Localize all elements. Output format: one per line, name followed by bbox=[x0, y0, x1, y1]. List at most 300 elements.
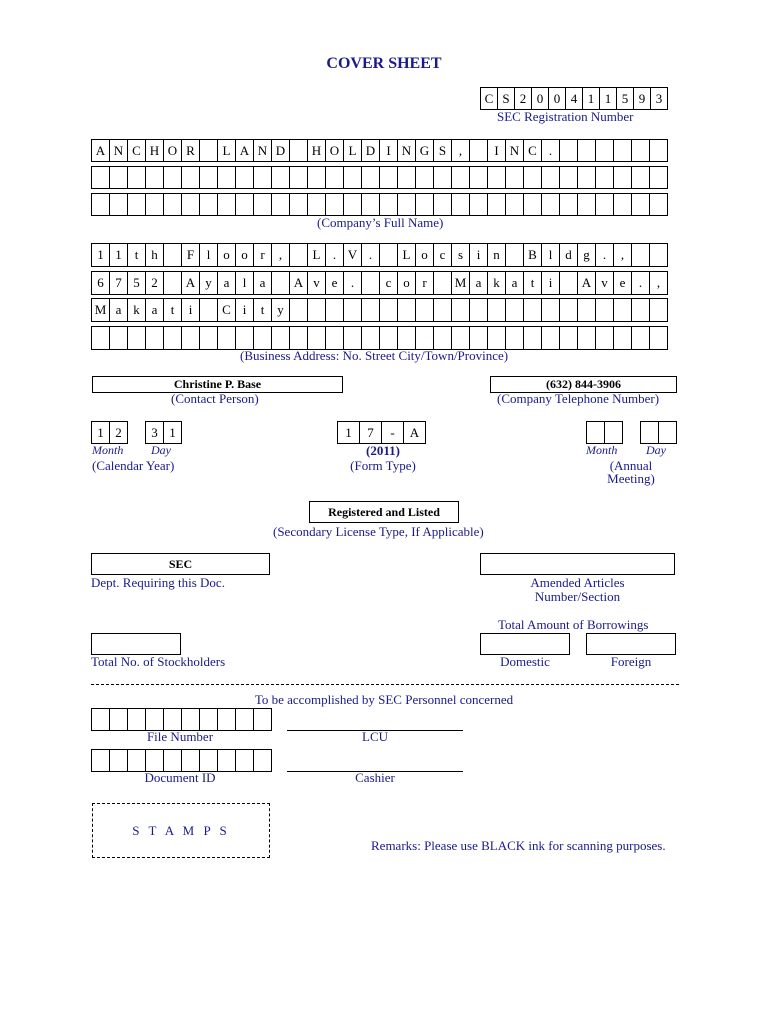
char-cell[interactable] bbox=[640, 421, 659, 444]
char-cell[interactable] bbox=[163, 749, 182, 772]
char-cell[interactable] bbox=[109, 749, 128, 772]
char-cell[interactable]: . bbox=[361, 243, 380, 267]
char-cell[interactable] bbox=[253, 166, 272, 189]
char-cell[interactable]: , bbox=[649, 271, 668, 295]
char-cell[interactable] bbox=[541, 298, 560, 322]
char-cell[interactable]: 1 bbox=[337, 421, 360, 444]
char-cell[interactable]: M bbox=[91, 298, 110, 322]
char-cell[interactable] bbox=[523, 166, 542, 189]
char-cell[interactable] bbox=[559, 271, 578, 295]
amended-articles-field[interactable] bbox=[480, 553, 675, 575]
char-cell[interactable] bbox=[361, 326, 380, 350]
char-cell[interactable] bbox=[631, 166, 650, 189]
char-cell[interactable] bbox=[559, 166, 578, 189]
char-cell[interactable] bbox=[289, 139, 308, 162]
char-cell[interactable] bbox=[469, 193, 488, 216]
char-cell[interactable] bbox=[163, 326, 182, 350]
char-cell[interactable]: , bbox=[271, 243, 290, 267]
char-cell[interactable]: D bbox=[361, 139, 380, 162]
char-cell[interactable] bbox=[325, 326, 344, 350]
char-cell[interactable] bbox=[325, 193, 344, 216]
char-cell[interactable] bbox=[361, 298, 380, 322]
char-cell[interactable] bbox=[91, 166, 110, 189]
char-cell[interactable] bbox=[613, 139, 632, 162]
char-cell[interactable] bbox=[307, 166, 326, 189]
char-cell[interactable] bbox=[271, 166, 290, 189]
domestic-field[interactable] bbox=[480, 633, 570, 655]
business-address-row-2[interactable] bbox=[91, 271, 668, 295]
char-cell[interactable] bbox=[469, 139, 488, 162]
char-cell[interactable]: 4 bbox=[565, 87, 583, 110]
document-id-grid[interactable] bbox=[91, 749, 272, 772]
char-cell[interactable] bbox=[217, 166, 236, 189]
char-cell[interactable]: o bbox=[217, 243, 236, 267]
char-cell[interactable] bbox=[91, 708, 110, 731]
telephone-field[interactable]: (632) 844-3906 bbox=[490, 376, 677, 393]
char-cell[interactable]: C bbox=[523, 139, 542, 162]
char-cell[interactable]: 2 bbox=[514, 87, 532, 110]
char-cell[interactable]: F bbox=[181, 243, 200, 267]
char-cell[interactable] bbox=[541, 193, 560, 216]
char-cell[interactable] bbox=[271, 326, 290, 350]
char-cell[interactable]: I bbox=[487, 139, 506, 162]
char-cell[interactable] bbox=[505, 243, 524, 267]
char-cell[interactable] bbox=[397, 193, 416, 216]
char-cell[interactable]: 1 bbox=[109, 243, 128, 267]
char-cell[interactable] bbox=[127, 166, 146, 189]
char-cell[interactable] bbox=[577, 326, 596, 350]
char-cell[interactable] bbox=[469, 298, 488, 322]
char-cell[interactable]: a bbox=[469, 271, 488, 295]
char-cell[interactable]: 2 bbox=[109, 421, 128, 444]
sec-registration-label: SEC Registration Number bbox=[497, 109, 634, 124]
char-cell[interactable]: 0 bbox=[531, 87, 549, 110]
char-cell[interactable] bbox=[451, 326, 470, 350]
calendar-day-grid[interactable] bbox=[145, 421, 182, 444]
char-cell[interactable] bbox=[91, 193, 110, 216]
char-cell[interactable] bbox=[235, 708, 254, 731]
char-cell[interactable] bbox=[163, 271, 182, 295]
char-cell[interactable]: n bbox=[487, 243, 506, 267]
calendar-month-label: Month bbox=[92, 443, 124, 457]
char-cell[interactable]: a bbox=[109, 298, 128, 322]
char-cell[interactable] bbox=[91, 326, 110, 350]
char-cell[interactable] bbox=[451, 166, 470, 189]
char-cell[interactable]: 1 bbox=[91, 421, 110, 444]
contact-person-field[interactable]: Christine P. Base bbox=[92, 376, 343, 393]
char-cell[interactable]: a bbox=[217, 271, 236, 295]
char-cell[interactable]: . bbox=[325, 243, 344, 267]
char-cell[interactable] bbox=[289, 193, 308, 216]
char-cell[interactable]: l bbox=[235, 271, 254, 295]
char-cell[interactable] bbox=[109, 708, 128, 731]
char-cell[interactable] bbox=[217, 749, 236, 772]
char-cell[interactable] bbox=[343, 326, 362, 350]
char-cell[interactable]: R bbox=[181, 139, 200, 162]
char-cell[interactable]: O bbox=[163, 139, 182, 162]
char-cell[interactable]: N bbox=[253, 139, 272, 162]
char-cell[interactable] bbox=[343, 166, 362, 189]
annual-meeting-day-grid[interactable] bbox=[640, 421, 677, 444]
char-cell[interactable] bbox=[604, 421, 623, 444]
page-title: COVER SHEET bbox=[326, 55, 442, 72]
char-cell[interactable]: o bbox=[397, 271, 416, 295]
char-cell[interactable]: S bbox=[433, 139, 452, 162]
secondary-license-field[interactable]: Registered and Listed bbox=[309, 501, 459, 523]
char-cell[interactable]: 1 bbox=[91, 243, 110, 267]
char-cell[interactable]: k bbox=[487, 271, 506, 295]
char-cell[interactable] bbox=[487, 166, 506, 189]
char-cell[interactable] bbox=[595, 166, 614, 189]
char-cell[interactable] bbox=[595, 193, 614, 216]
char-cell[interactable] bbox=[487, 193, 506, 216]
char-cell[interactable] bbox=[199, 326, 218, 350]
form-type-grid[interactable] bbox=[337, 421, 426, 444]
char-cell[interactable] bbox=[415, 298, 434, 322]
char-cell[interactable]: i bbox=[235, 298, 254, 322]
char-cell[interactable] bbox=[541, 326, 560, 350]
char-cell[interactable]: a bbox=[253, 271, 272, 295]
char-cell[interactable]: t bbox=[127, 243, 146, 267]
char-cell[interactable] bbox=[235, 166, 254, 189]
char-cell[interactable]: L bbox=[217, 139, 236, 162]
char-cell[interactable] bbox=[433, 298, 452, 322]
char-cell[interactable] bbox=[379, 193, 398, 216]
char-cell[interactable]: s bbox=[451, 243, 470, 267]
char-cell[interactable] bbox=[235, 749, 254, 772]
char-cell[interactable] bbox=[595, 298, 614, 322]
char-cell[interactable]: i bbox=[541, 271, 560, 295]
char-cell[interactable] bbox=[199, 166, 218, 189]
char-cell[interactable]: 3 bbox=[650, 87, 668, 110]
char-cell[interactable] bbox=[523, 326, 542, 350]
char-cell[interactable] bbox=[217, 326, 236, 350]
char-cell[interactable] bbox=[415, 166, 434, 189]
char-cell[interactable] bbox=[145, 193, 164, 216]
char-cell[interactable] bbox=[361, 193, 380, 216]
sec-registration-number-grid[interactable] bbox=[480, 87, 668, 110]
char-cell[interactable] bbox=[127, 708, 146, 731]
char-cell[interactable]: 5 bbox=[616, 87, 634, 110]
char-cell[interactable]: l bbox=[199, 243, 218, 267]
char-cell[interactable]: a bbox=[505, 271, 524, 295]
char-cell[interactable]: 7 bbox=[109, 271, 128, 295]
char-cell[interactable] bbox=[379, 298, 398, 322]
char-cell[interactable]: H bbox=[307, 139, 326, 162]
char-cell[interactable]: e bbox=[325, 271, 344, 295]
calendar-month-grid[interactable] bbox=[91, 421, 128, 444]
char-cell[interactable] bbox=[649, 139, 668, 162]
char-cell[interactable]: 7 bbox=[359, 421, 382, 444]
char-cell[interactable] bbox=[109, 326, 128, 350]
char-cell[interactable] bbox=[649, 193, 668, 216]
char-cell[interactable]: t bbox=[163, 298, 182, 322]
char-cell[interactable] bbox=[127, 326, 146, 350]
char-cell[interactable] bbox=[289, 326, 308, 350]
char-cell[interactable] bbox=[271, 271, 290, 295]
char-cell[interactable] bbox=[181, 193, 200, 216]
char-cell[interactable]: 9 bbox=[633, 87, 651, 110]
char-cell[interactable]: 0 bbox=[548, 87, 566, 110]
char-cell[interactable] bbox=[199, 139, 218, 162]
char-cell[interactable] bbox=[163, 166, 182, 189]
char-cell[interactable] bbox=[181, 708, 200, 731]
char-cell[interactable]: A bbox=[289, 271, 308, 295]
char-cell[interactable] bbox=[127, 749, 146, 772]
char-cell[interactable] bbox=[433, 193, 452, 216]
business-address-row-1[interactable] bbox=[91, 243, 668, 267]
char-cell[interactable]: S bbox=[497, 87, 515, 110]
char-cell[interactable]: 5 bbox=[127, 271, 146, 295]
char-cell[interactable] bbox=[397, 326, 416, 350]
char-cell[interactable] bbox=[235, 326, 254, 350]
char-cell[interactable]: k bbox=[127, 298, 146, 322]
company-name-row-2[interactable] bbox=[91, 166, 668, 189]
char-cell[interactable]: g bbox=[577, 243, 596, 267]
char-cell[interactable] bbox=[163, 708, 182, 731]
char-cell[interactable] bbox=[253, 326, 272, 350]
company-name-row-1[interactable] bbox=[91, 139, 668, 162]
char-cell[interactable] bbox=[415, 193, 434, 216]
char-cell[interactable] bbox=[487, 326, 506, 350]
char-cell[interactable] bbox=[145, 166, 164, 189]
char-cell[interactable] bbox=[523, 298, 542, 322]
char-cell[interactable]: l bbox=[541, 243, 560, 267]
char-cell[interactable] bbox=[289, 298, 308, 322]
char-cell[interactable] bbox=[199, 298, 218, 322]
char-cell[interactable]: d bbox=[559, 243, 578, 267]
char-cell[interactable]: i bbox=[181, 298, 200, 322]
char-cell[interactable] bbox=[343, 298, 362, 322]
char-cell[interactable] bbox=[469, 326, 488, 350]
char-cell[interactable]: M bbox=[451, 271, 470, 295]
char-cell[interactable]: 1 bbox=[599, 87, 617, 110]
char-cell[interactable] bbox=[397, 166, 416, 189]
char-cell[interactable] bbox=[541, 166, 560, 189]
char-cell[interactable] bbox=[613, 298, 632, 322]
char-cell[interactable] bbox=[307, 193, 326, 216]
annual-meeting-label-2: Meeting) bbox=[607, 471, 655, 486]
char-cell[interactable]: h bbox=[145, 243, 164, 267]
char-cell[interactable]: c bbox=[379, 271, 398, 295]
char-cell[interactable] bbox=[577, 166, 596, 189]
char-cell[interactable] bbox=[649, 326, 668, 350]
char-cell[interactable] bbox=[199, 749, 218, 772]
char-cell[interactable]: y bbox=[199, 271, 218, 295]
char-cell[interactable] bbox=[235, 193, 254, 216]
char-cell[interactable]: 6 bbox=[91, 271, 110, 295]
char-cell[interactable]: t bbox=[253, 298, 272, 322]
char-cell[interactable] bbox=[631, 139, 650, 162]
char-cell[interactable] bbox=[379, 326, 398, 350]
char-cell[interactable] bbox=[658, 421, 677, 444]
char-cell[interactable] bbox=[253, 193, 272, 216]
char-cell[interactable] bbox=[163, 193, 182, 216]
char-cell[interactable] bbox=[595, 139, 614, 162]
char-cell[interactable] bbox=[325, 298, 344, 322]
char-cell[interactable]: I bbox=[379, 139, 398, 162]
char-cell[interactable]: r bbox=[253, 243, 272, 267]
char-cell[interactable] bbox=[271, 193, 290, 216]
char-cell[interactable] bbox=[487, 298, 506, 322]
char-cell[interactable]: 1 bbox=[582, 87, 600, 110]
char-cell[interactable] bbox=[631, 326, 650, 350]
char-cell[interactable] bbox=[109, 193, 128, 216]
char-cell[interactable] bbox=[181, 166, 200, 189]
char-cell[interactable] bbox=[559, 193, 578, 216]
char-cell[interactable] bbox=[415, 326, 434, 350]
char-cell[interactable] bbox=[145, 708, 164, 731]
dept-field[interactable]: SEC bbox=[91, 553, 270, 575]
char-cell[interactable] bbox=[145, 326, 164, 350]
char-cell[interactable]: A bbox=[235, 139, 254, 162]
char-cell[interactable]: v bbox=[595, 271, 614, 295]
char-cell[interactable] bbox=[361, 166, 380, 189]
char-cell[interactable] bbox=[559, 298, 578, 322]
char-cell[interactable]: t bbox=[523, 271, 542, 295]
char-cell[interactable]: G bbox=[415, 139, 434, 162]
char-cell[interactable] bbox=[649, 243, 668, 267]
company-name-row-3[interactable] bbox=[91, 193, 668, 216]
telephone-label: (Company Telephone Number) bbox=[497, 391, 660, 406]
char-cell[interactable]: e bbox=[613, 271, 632, 295]
char-cell[interactable] bbox=[595, 326, 614, 350]
char-cell[interactable] bbox=[199, 193, 218, 216]
char-cell[interactable] bbox=[631, 193, 650, 216]
char-cell[interactable] bbox=[343, 193, 362, 216]
char-cell[interactable] bbox=[631, 243, 650, 267]
business-address-row-3[interactable] bbox=[91, 298, 668, 322]
calendar-day-label: Day bbox=[151, 443, 171, 457]
char-cell[interactable] bbox=[613, 193, 632, 216]
annual-meeting-month-grid[interactable] bbox=[586, 421, 623, 444]
char-cell[interactable] bbox=[289, 166, 308, 189]
char-cell[interactable]: 2 bbox=[145, 271, 164, 295]
char-cell[interactable] bbox=[217, 193, 236, 216]
char-cell[interactable]: c bbox=[433, 243, 452, 267]
char-cell[interactable] bbox=[451, 193, 470, 216]
char-cell[interactable] bbox=[577, 298, 596, 322]
business-address-row-4[interactable] bbox=[91, 326, 668, 350]
foreign-field[interactable] bbox=[586, 633, 676, 655]
char-cell[interactable]: L bbox=[307, 243, 326, 267]
char-cell[interactable] bbox=[199, 708, 218, 731]
char-cell[interactable] bbox=[181, 749, 200, 772]
char-cell[interactable] bbox=[379, 166, 398, 189]
dept-label: Dept. Requiring this Doc. bbox=[91, 575, 225, 590]
char-cell[interactable]: B bbox=[523, 243, 542, 267]
char-cell[interactable]: V bbox=[343, 243, 362, 267]
char-cell[interactable] bbox=[289, 243, 308, 267]
char-cell[interactable] bbox=[613, 166, 632, 189]
char-cell[interactable] bbox=[307, 298, 326, 322]
char-cell[interactable] bbox=[505, 193, 524, 216]
char-cell[interactable] bbox=[217, 708, 236, 731]
char-cell[interactable]: C bbox=[480, 87, 498, 110]
char-cell[interactable]: . bbox=[631, 271, 650, 295]
char-cell[interactable] bbox=[145, 749, 164, 772]
char-cell[interactable] bbox=[163, 243, 182, 267]
char-cell[interactable] bbox=[577, 139, 596, 162]
stamps-box: S T A M P S bbox=[92, 803, 270, 858]
char-cell[interactable]: o bbox=[235, 243, 254, 267]
char-cell[interactable] bbox=[586, 421, 605, 444]
char-cell[interactable]: 3 bbox=[145, 421, 164, 444]
char-cell[interactable] bbox=[253, 749, 272, 772]
char-cell[interactable]: N bbox=[505, 139, 524, 162]
char-cell[interactable]: v bbox=[307, 271, 326, 295]
char-cell[interactable]: A bbox=[181, 271, 200, 295]
char-cell[interactable] bbox=[505, 298, 524, 322]
char-cell[interactable] bbox=[109, 166, 128, 189]
char-cell[interactable]: N bbox=[109, 139, 128, 162]
char-cell[interactable]: . bbox=[343, 271, 362, 295]
char-cell[interactable] bbox=[559, 326, 578, 350]
char-cell[interactable] bbox=[325, 166, 344, 189]
char-cell[interactable]: C bbox=[217, 298, 236, 322]
char-cell[interactable]: O bbox=[325, 139, 344, 162]
lcu-label: LCU bbox=[362, 729, 388, 744]
char-cell[interactable]: - bbox=[381, 421, 404, 444]
char-cell[interactable]: 1 bbox=[163, 421, 182, 444]
char-cell[interactable] bbox=[397, 298, 416, 322]
char-cell[interactable]: a bbox=[145, 298, 164, 322]
char-cell[interactable]: A bbox=[91, 139, 110, 162]
char-cell[interactable] bbox=[127, 193, 146, 216]
char-cell[interactable]: y bbox=[271, 298, 290, 322]
char-cell[interactable] bbox=[577, 193, 596, 216]
char-cell[interactable] bbox=[649, 298, 668, 322]
char-cell[interactable] bbox=[379, 243, 398, 267]
char-cell[interactable] bbox=[361, 271, 380, 295]
char-cell[interactable]: C bbox=[127, 139, 146, 162]
char-cell[interactable] bbox=[505, 166, 524, 189]
char-cell[interactable]: D bbox=[271, 139, 290, 162]
char-cell[interactable] bbox=[433, 166, 452, 189]
char-cell[interactable] bbox=[307, 326, 326, 350]
char-cell[interactable] bbox=[469, 166, 488, 189]
char-cell[interactable] bbox=[523, 193, 542, 216]
char-cell[interactable]: A bbox=[403, 421, 426, 444]
char-cell[interactable]: o bbox=[415, 243, 434, 267]
char-cell[interactable] bbox=[505, 326, 524, 350]
char-cell[interactable] bbox=[253, 708, 272, 731]
char-cell[interactable]: , bbox=[451, 139, 470, 162]
file-number-grid[interactable] bbox=[91, 708, 272, 731]
char-cell[interactable] bbox=[559, 139, 578, 162]
char-cell[interactable] bbox=[91, 749, 110, 772]
annual-meeting-day-label: Day bbox=[646, 443, 666, 457]
char-cell[interactable]: L bbox=[397, 243, 416, 267]
char-cell[interactable] bbox=[433, 326, 452, 350]
char-cell[interactable]: . bbox=[541, 139, 560, 162]
stockholders-field[interactable] bbox=[91, 633, 181, 655]
char-cell[interactable] bbox=[613, 326, 632, 350]
char-cell[interactable]: , bbox=[613, 243, 632, 267]
char-cell[interactable]: L bbox=[343, 139, 362, 162]
char-cell[interactable]: A bbox=[577, 271, 596, 295]
char-cell[interactable]: . bbox=[595, 243, 614, 267]
char-cell[interactable] bbox=[181, 326, 200, 350]
char-cell[interactable] bbox=[631, 298, 650, 322]
char-cell[interactable] bbox=[433, 271, 452, 295]
char-cell[interactable]: i bbox=[469, 243, 488, 267]
char-cell[interactable]: H bbox=[145, 139, 164, 162]
char-cell[interactable]: r bbox=[415, 271, 434, 295]
char-cell[interactable]: N bbox=[397, 139, 416, 162]
char-cell[interactable] bbox=[451, 298, 470, 322]
char-cell[interactable] bbox=[649, 166, 668, 189]
